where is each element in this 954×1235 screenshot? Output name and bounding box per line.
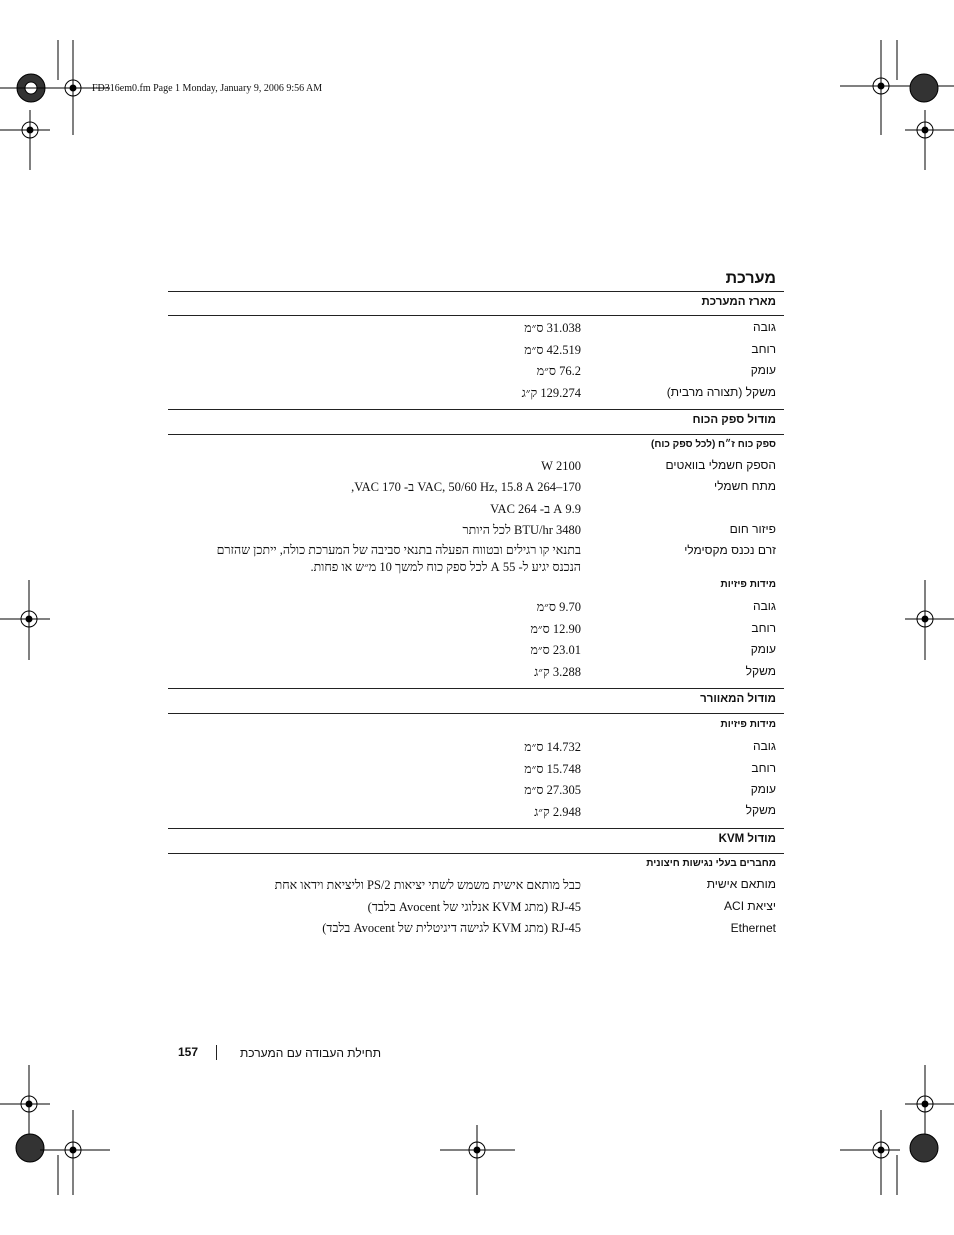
spec-value: 3480 BTU/hr לכל היותר [462, 523, 581, 537]
spec-label: עומק [750, 782, 776, 796]
spec-value: 14.732 ס״מ [524, 740, 581, 754]
spec-label: מותאם אישית [706, 877, 776, 891]
spec-label: גובה [753, 739, 776, 753]
spec-value: 15.748 ס״מ [524, 762, 581, 776]
section-title-chassis: מארז המערכת [701, 296, 776, 308]
divider [168, 688, 784, 689]
spec-value: 2.948 ק״ג [534, 805, 581, 819]
spec-value: 9.9 A ב- 264 VAC [490, 502, 581, 516]
subsection-title: מידות פיזיות [720, 579, 776, 590]
spec-label: רוחב [751, 761, 776, 775]
divider [168, 828, 784, 829]
section-title-kvm: מודול KVM [718, 833, 776, 845]
spec-value: 9.70 ס״מ [536, 600, 581, 614]
spec-label: הספק חשמלי בוואטים [665, 458, 776, 472]
section-title-psu: מודול ספק הכוח [692, 414, 776, 426]
footer-title: תחילת העבודה עם המערכת [240, 1046, 381, 1060]
spec-label: משקל [745, 803, 776, 817]
divider [168, 853, 784, 854]
spec-label: זרם נכנס מקסימלי [684, 543, 776, 557]
spec-label: גובה [753, 599, 776, 613]
spec-label: עומק [750, 363, 776, 377]
divider [168, 713, 784, 714]
spec-value: 2100 W [541, 459, 581, 473]
spec-label: Ethernet [730, 921, 776, 935]
subsection-title: ספק כוח ז״ח (לכל ספק כוח) [651, 439, 776, 450]
subsection-title: מחברים בעלי נגישות חיצונית [646, 858, 776, 869]
spec-label: יציאת ACI [724, 899, 776, 913]
spec-label: גובה [753, 320, 776, 334]
spec-value: 129.274 ק״ג [521, 386, 581, 400]
section-title-fan: מודול המאוורר [700, 693, 776, 705]
spec-value: 12.90 ס״מ [530, 622, 581, 636]
spec-label: עומק [750, 642, 776, 656]
divider [168, 315, 784, 316]
spec-label: משקל [745, 664, 776, 678]
spec-label: מתח חשמלי [713, 479, 776, 493]
spec-value: 31.038 ס״מ [524, 321, 581, 335]
print-header: FD316em0.fm Page 1 Monday, January 9, 2006 9:56 AM [92, 83, 323, 94]
spec-value: כבל מותאם אישית משמש לשתי יציאות PS/2 וליציאת וידאו אחת [274, 878, 581, 892]
divider [168, 291, 784, 292]
footer-separator [216, 1045, 217, 1060]
spec-label: רוחב [751, 342, 776, 356]
spec-value: RJ-45 (מתג KVM אנלוגי של Avocent בלבד) [367, 900, 581, 914]
subsection-title: מידות פיזיות [720, 719, 776, 730]
spec-label: פיזור חום [729, 522, 776, 536]
spec-value: 23.01 ס״מ [530, 643, 581, 657]
spec-value: 42.519 ס״מ [524, 343, 581, 357]
page-number: 157 [178, 1045, 199, 1059]
spec-label: משקל (תצורה מרבית) [666, 385, 776, 399]
spec-value: RJ-45 (מתג KVM לגישה דיגיטלית של Avocent בלבד) [322, 921, 581, 935]
divider [168, 409, 784, 410]
spec-value: 76.2 ס״מ [536, 364, 581, 378]
spec-value: 3.288 ק״ג [534, 665, 581, 679]
divider [168, 434, 784, 435]
page-title: מערכת [725, 270, 776, 287]
spec-value: 27.305 ס״מ [524, 783, 581, 797]
spec-value: בתנאי קו רגילים ובטווח הפעלה בתנאי סביבה של המערכת כולה, ייתכן שהזרם הנכנס יגיע ל- 55 A לכל ספק כוח למשך 10 מ״ש או פחות. [216, 543, 581, 574]
spec-value: 170–264 VAC, 50/60 Hz, 15.8 A ב- 170 VAC, [351, 480, 581, 494]
spec-label: רוחב [751, 621, 776, 635]
